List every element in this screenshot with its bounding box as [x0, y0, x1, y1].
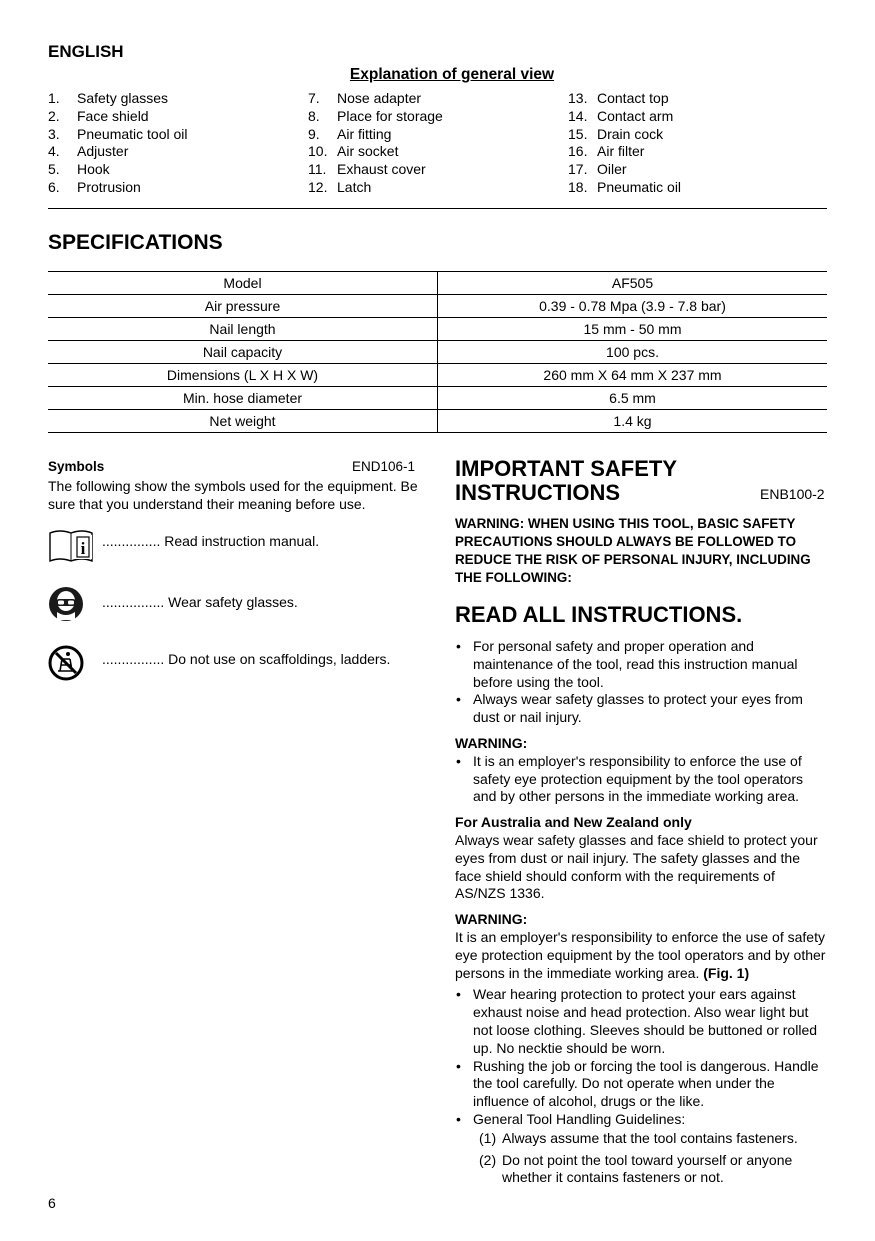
no-scaffolding-icon: [48, 645, 84, 684]
specifications-table: [48, 271, 827, 433]
language-heading: ENGLISH: [48, 42, 124, 61]
list-item: • It is an employer's responsibility to enforce the use of safety eye protection equipment by the tool operators and by other persons in the immediate working area.: [455, 753, 827, 806]
symbols-heading: Symbols: [48, 459, 105, 474]
list-item: (1) Always assume that the tool contains fasteners.: [479, 1129, 798, 1146]
list-item: 17. Oiler: [568, 161, 627, 178]
symbol-label: ............... Read instruction manual.: [102, 533, 320, 549]
symbol-label: ................ Do not use on scaffoldings, ladders.: [102, 651, 391, 667]
table-row: Air pressure 0.39 - 0.78 Mpa (3.9 - 7.8 bar): [48, 295, 827, 318]
list-item: 5. Hook: [48, 161, 110, 178]
list-item: 3. Pneumatic tool oil: [48, 125, 188, 142]
safety-code: ENB100-2: [760, 486, 825, 502]
safety-warning-caps: WARNING: WHEN USING THIS TOOL, BASIC SAFETY PRECAUTIONS SHOULD ALWAYS BE FOLLOWED TO REDUCE THE RISK OF PERSONAL INJURY, INCLUDING THE FOLLOWING:: [455, 516, 811, 585]
list-item: 2. Face shield: [48, 107, 149, 124]
table-row: Model AF505: [48, 272, 827, 295]
warning-text: It is an employer's responsibility to enforce the use of safety eye protection equipment by the tool operators and by other persons in the immediate working area. (Fig. 1): [455, 928, 826, 981]
symbol-label: ................ Wear safety glasses.: [102, 594, 298, 610]
symbol-read-manual: [48, 527, 428, 563]
table-row: Nail capacity 100 pcs.: [48, 341, 827, 364]
section-divider: [48, 208, 827, 209]
safety-body: [455, 638, 827, 1187]
list-item: 15. Drain cock: [568, 125, 664, 142]
anz-text: Always wear safety glasses and face shield to protect your eyes from dust or nail injury. The safety glasses and the face shield should conform with the requirements of AS/NZS 1336.: [455, 831, 818, 902]
list-item: • Rushing the job or forcing the tool is dangerous. Handle the tool carefully. Do not operate when under the influence of alcohol, drugs or the like.: [455, 1058, 827, 1111]
list-item: 7. Nose adapter: [308, 90, 422, 106]
svg-text:i: i: [80, 539, 86, 558]
symbols-intro: The following show the symbols used for the equipment. Be sure that you understand their meaning before use.: [48, 478, 418, 512]
list-item: 4. Adjuster: [48, 143, 129, 160]
list-item: 8. Place for storage: [308, 107, 443, 124]
symbol-safety-glasses: [48, 586, 428, 622]
list-item: 6. Protrusion: [48, 178, 141, 195]
general-view-column-2: [308, 90, 443, 197]
table-row: Min. hose diameter 6.5 mm: [48, 387, 827, 410]
general-view-column-1: [48, 90, 188, 197]
warning-label: WARNING:: [455, 734, 528, 751]
symbols-code: END106-1: [352, 459, 416, 474]
specifications-title: SPECIFICATIONS: [48, 231, 223, 254]
list-item: • Always wear safety glasses to protect your eyes from dust or nail injury.: [455, 691, 827, 727]
safety-glasses-icon: [48, 586, 84, 625]
table-row: Net weight 1.4 kg: [48, 410, 827, 433]
anz-heading: For Australia and New Zealand only: [455, 814, 692, 831]
list-item: 13. Contact top: [568, 90, 669, 106]
list-item: 16. Air filter: [568, 143, 645, 160]
list-item: • For personal safety and proper operation and maintenance of the tool, read this instruction manual before using the tool.: [455, 638, 827, 691]
list-item: 12. Latch: [308, 178, 372, 195]
list-item: 11. Exhaust cover: [308, 161, 426, 178]
list-item: • Wear hearing protection to protect your ears against exhaust noise and head protection. Also wear light but not loose clothing. Sleeves should be buttoned or rolled up. No necktie should be worn.: [455, 986, 827, 1057]
guidelines-list: [455, 1130, 827, 1187]
list-item: • General Tool Handling Guidelines:: [455, 1111, 827, 1129]
list-item: 9. Air fitting: [308, 125, 392, 142]
safety-bullets-2: [455, 986, 827, 1128]
general-view-column-3: [568, 90, 681, 197]
list-item: 14. Contact arm: [568, 107, 674, 124]
read-all-heading: READ ALL INSTRUCTIONS.: [455, 602, 743, 627]
read-manual-icon: [48, 527, 94, 566]
figure-reference: (Fig. 1): [703, 964, 750, 981]
general-view-title: Explanation of general view: [349, 66, 555, 83]
symbol-no-scaffolding: [48, 645, 428, 681]
page-number: 6: [48, 1195, 56, 1211]
warning-label: WARNING:: [455, 911, 528, 928]
safety-bullets-1: [455, 638, 827, 727]
table-row: Nail length 15 mm - 50 mm: [48, 318, 827, 341]
table-row: Dimensions (L X H X W) 260 mm X 64 mm X 237 mm: [48, 364, 827, 387]
warning-bullets: [455, 753, 827, 806]
list-item: (2) Do not point the tool toward yourself or anyone whether it contains fasteners or not.: [479, 1151, 793, 1186]
list-item: 18. Pneumatic oil: [568, 178, 682, 195]
list-item: 1. Safety glasses: [48, 90, 169, 106]
list-item: 10. Air socket: [308, 143, 399, 160]
safety-title: IMPORTANT SAFETY INSTRUCTIONS: [455, 456, 678, 505]
